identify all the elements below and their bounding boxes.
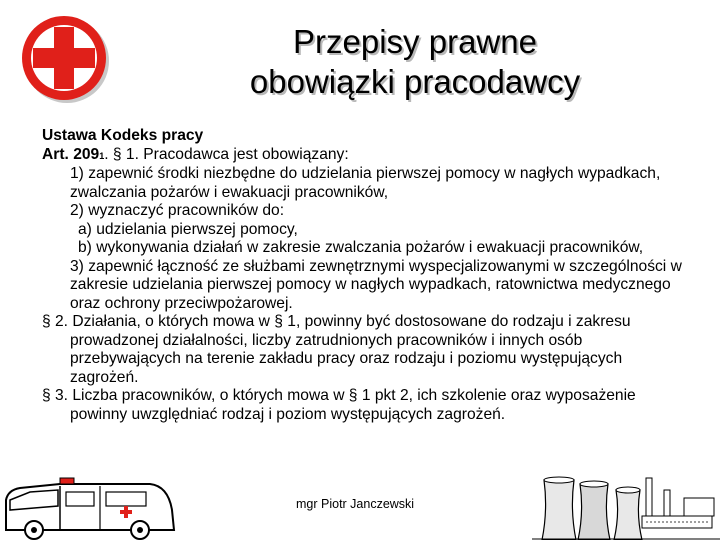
title-line-2: obowiązki pracodawcy — [249, 63, 581, 100]
title-line-1: Przepisy prawne — [293, 23, 537, 60]
article-superscript: 1 — [99, 150, 105, 161]
document-body — [42, 127, 692, 424]
item-1: 1) zapewnić środki niezbędne do udzielania pierwszej pomocy w nagłych wypadkach, zwalczania pożarów i ewakuacji pracowników, — [70, 165, 661, 201]
article-intro: . § 1. Pracodawca jest obowiązany: — [104, 145, 349, 163]
item-2: 2) wyznaczyć pracowników do: — [70, 202, 285, 219]
item-2a: a) udzielania pierwszej pomocy, — [78, 220, 298, 238]
ambulance-icon — [0, 470, 182, 540]
paragraph-2: § 2. Działania, o których mowa w § 1, powinny być dostosowane do rodzaju i zakresu prowadzonej działalności, liczby zatrudnionych pracowników i innych osób przebywających na terenie zakładu pracy oraz rodzaju i poziomu występujących zagrożeń. — [42, 313, 631, 386]
paragraph-3: § 3. Liczba pracowników, o których mowa w § 1 pkt 2, ich szkolenie oraz wyposażenie powinny uwzględniać rodzaj i poziom występujących zagrożeń. — [42, 387, 636, 423]
act-name: Ustawa Kodeks pracy — [42, 127, 204, 144]
page-title — [150, 22, 680, 102]
footer-author: mgr Piotr Janczewski — [296, 497, 415, 511]
item-2b: b) wykonywania działań w zakresie zwalczania pożarów i ewakuacji pracowników, — [78, 239, 644, 256]
article-label: Art. 209 — [42, 145, 100, 163]
red-cross-icon — [20, 14, 112, 106]
item-3: 3) zapewnić łączność ze służbami zewnętrznymi wyspecjalizowanymi w szczególności w zakresie udzielania pierwszej pomocy w nagłych wypadkach, ratownictwa medycznego oraz ochrony przeciwpożarowej. — [70, 257, 682, 312]
article-heading — [42, 146, 692, 166]
power-plant-icon — [532, 470, 720, 540]
